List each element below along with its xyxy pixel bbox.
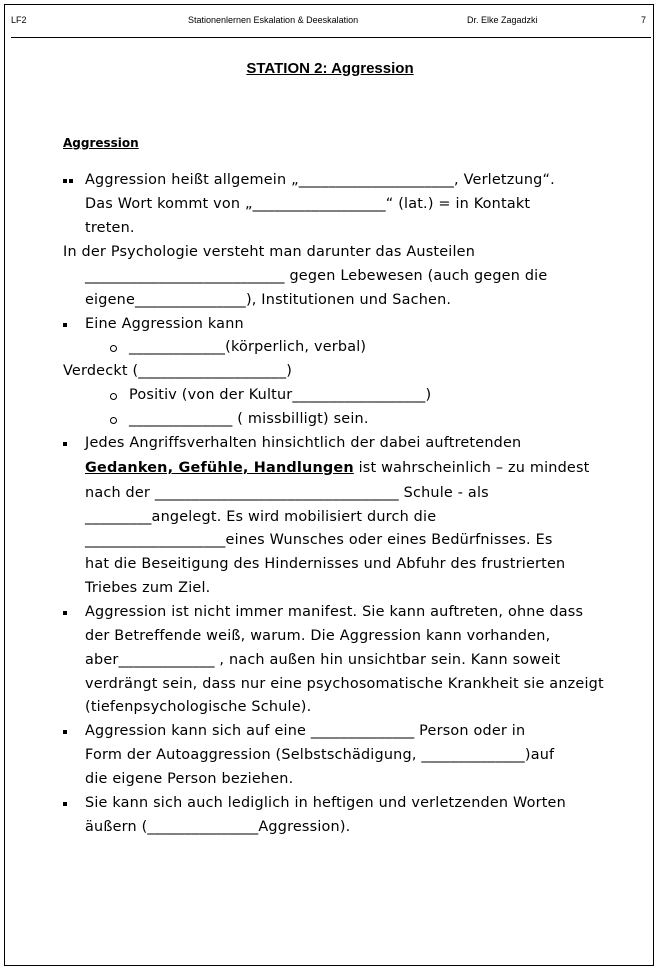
header-code: LF2 — [11, 15, 27, 25]
text-fragment: ist wahrscheinlich – zu mindest — [353, 460, 590, 476]
bullet-marker — [63, 179, 67, 183]
text-line: die eigene Person beziehen. — [85, 771, 294, 787]
emphasis-text: Gedanken, Gefühle, Handlungen — [85, 460, 354, 476]
bullet-marker — [63, 730, 67, 734]
section-heading: Aggression — [63, 136, 139, 150]
text-line: Sie kann sich auch lediglich in heftigen und verletzenden Worten — [85, 795, 566, 811]
sub-bullet-marker — [110, 345, 117, 352]
text-line: Aggression kann sich auf eine ______________ Person oder in — [85, 723, 526, 739]
text-line: eigene_______________), Institutionen und Sachen. — [85, 292, 452, 308]
text-line: Triebes zum Ziel. — [85, 580, 211, 596]
text-line: ___________________________ gegen Lebewesen (auch gegen die — [85, 268, 548, 284]
bullet-marker — [63, 611, 67, 615]
bullet-marker — [69, 179, 73, 183]
text-line: Jedes Angriffsverhalten hinsichtlich der dabei auftretenden — [85, 435, 522, 451]
text-line: _________angelegt. Es wird mobilisiert durch die — [85, 509, 437, 525]
text-line: Eine Aggression kann — [85, 316, 244, 332]
bullet-marker — [63, 802, 67, 806]
text-line: Aggression ist nicht immer manifest. Sie kann auftreten, ohne dass — [85, 604, 584, 620]
text-line: aber_____________ , nach außen hin unsichtbar sein. Kann soweit — [85, 652, 561, 668]
header-divider — [11, 37, 651, 38]
text-line: der Betreffende weiß, warum. Die Aggression kann vorhanden, — [85, 628, 551, 644]
header-author: Dr. Elke Zagadzki — [467, 15, 538, 25]
text-line: Form der Autoaggression (Selbstschädigung, ______________)auf — [85, 747, 555, 763]
text-line — [85, 457, 590, 480]
text-line: ___________________eines Wunsches oder eines Bedürfnisses. Es — [85, 532, 553, 548]
text-line: Verdeckt (____________________) — [63, 363, 293, 379]
text-line: Aggression heißt allgemein „_____________________, Verletzung“. — [85, 172, 555, 188]
text-line: hat die Beseitigung des Hindernisses und Abfuhr des frustrierten — [85, 556, 566, 572]
sub-bullet-marker — [110, 417, 117, 424]
worksheet-page — [4, 4, 654, 966]
text-line: nach der _________________________________ Schule - als — [85, 485, 489, 501]
header-page-number: 7 — [641, 15, 647, 25]
page-title: STATION 2: Aggression — [246, 60, 414, 77]
text-line: treten. — [85, 220, 135, 236]
sub-bullet-marker — [110, 393, 117, 400]
bullet-marker — [63, 323, 67, 327]
text-line: _____________(körperlich, verbal) — [129, 339, 367, 355]
text-line: (tiefenpsychologische Schule). — [85, 699, 312, 715]
text-line: äußern (_______________Aggression). — [85, 819, 351, 835]
bullet-marker — [63, 442, 67, 446]
text-line: Das Wort kommt von „__________________“ (lat.) = in Kontakt — [85, 196, 531, 212]
text-line: ______________ ( missbilligt) sein. — [129, 411, 369, 427]
text-line: verdrängt sein, dass nur eine psychosomatische Krankheit sie anzeigt — [85, 676, 604, 692]
text-line: In der Psychologie versteht man darunter das Austeilen — [63, 244, 476, 260]
text-line: Positiv (von der Kultur__________________) — [129, 387, 432, 403]
header-title: Stationenlernen Eskalation & Deeskalation — [188, 15, 359, 25]
